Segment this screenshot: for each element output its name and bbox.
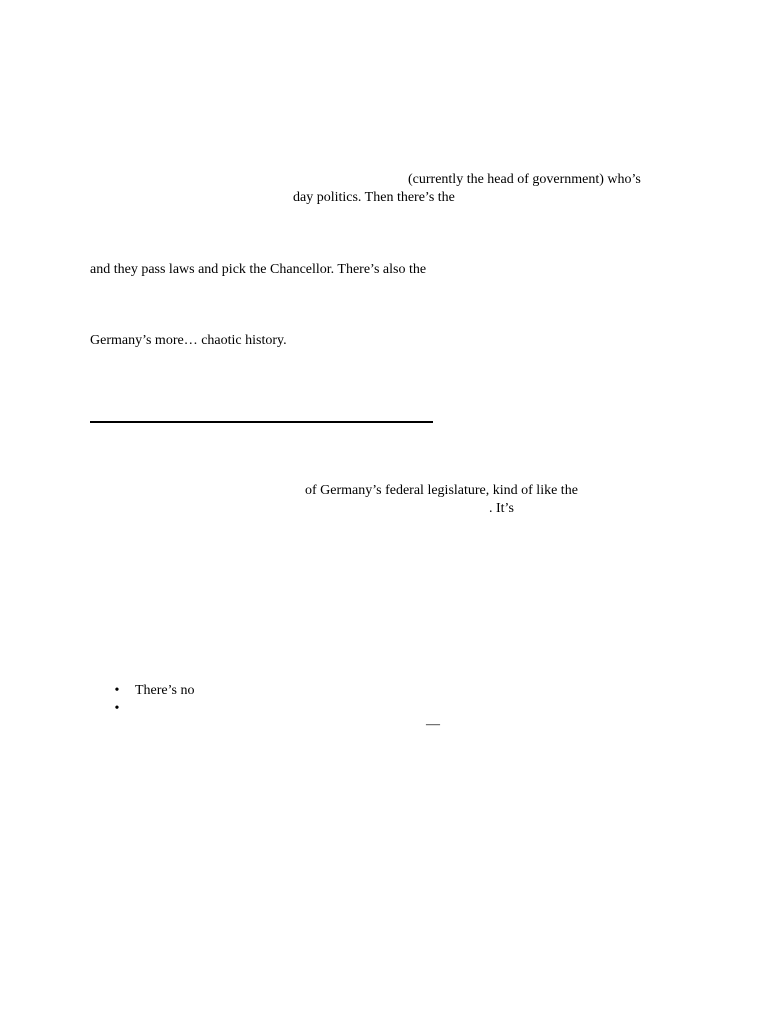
horizontal-rule xyxy=(90,421,433,423)
bullet-item-text: There’s no xyxy=(135,683,195,698)
text-line: Germany’s more… chaotic history. xyxy=(90,333,287,348)
text-line: of Germany’s federal legislature, kind of like the xyxy=(305,483,578,498)
text-line: . It’s xyxy=(489,501,514,516)
text-line: and they pass laws and pick the Chancellor. There’s also the xyxy=(90,262,427,277)
text-line: day politics. Then there’s the xyxy=(293,190,455,205)
bullet-marker: • xyxy=(114,683,120,698)
text-line: (currently the head of government) who’s xyxy=(408,172,641,187)
bullet-marker: • xyxy=(114,701,120,716)
em-dash: — xyxy=(426,717,440,732)
